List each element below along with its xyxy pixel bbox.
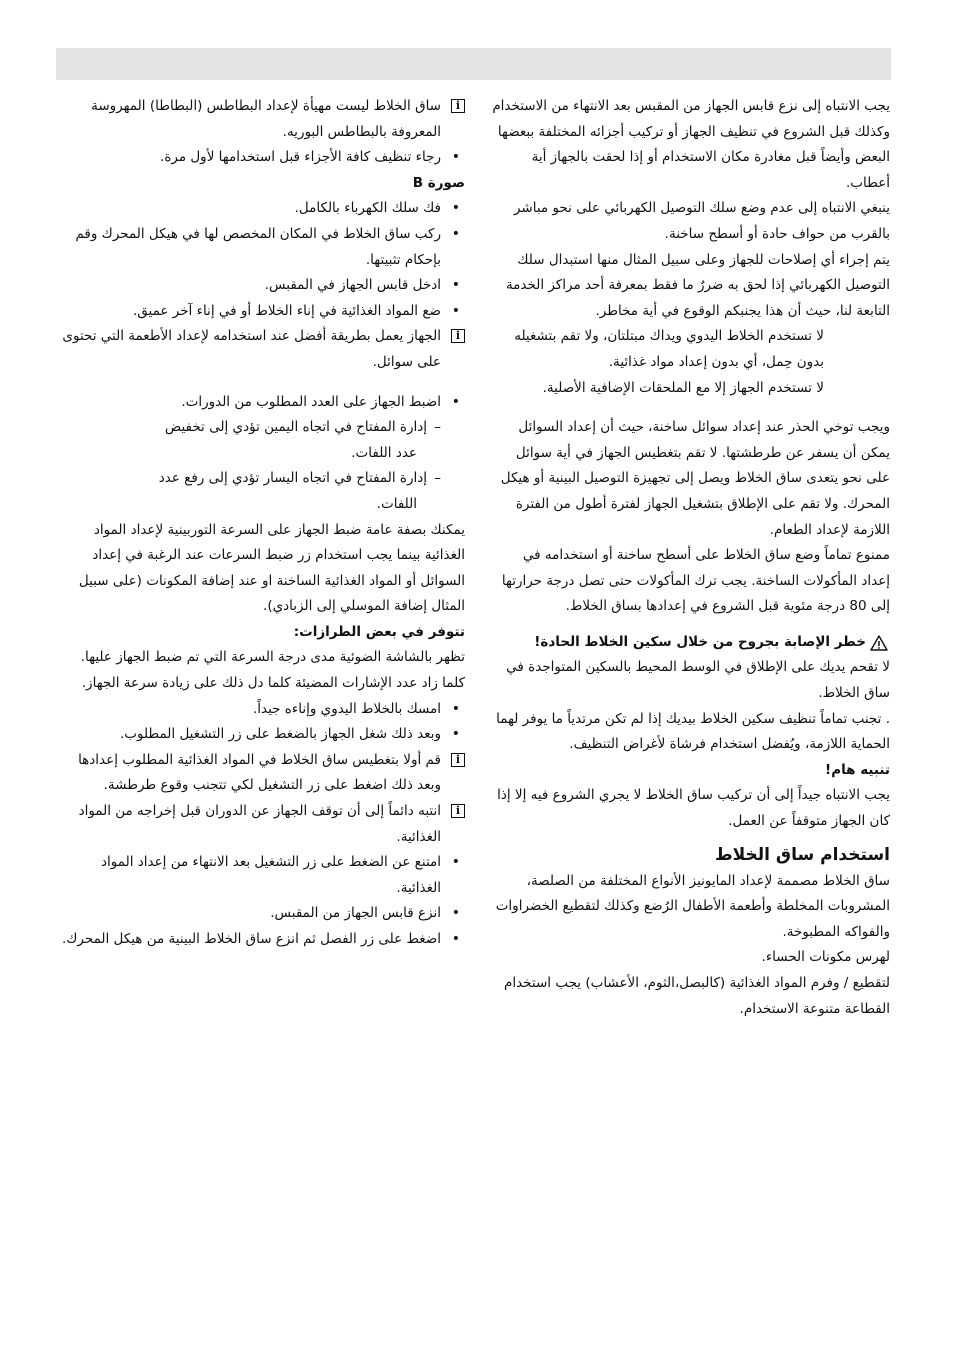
- warning-title-text: خطر الإصابة بجروح من خلال سكين الخلاط الحادة!: [534, 633, 866, 650]
- paragraph: يمكنك بصفة عامة ضبط الجهاز على السرعة التوربينية لإعداد المواد الغذائية بينما يجب استخدام زر ضبط السرعات عند الرغبة في إعداد السوائل أو المواد الغذائية الساخنة او عند إضافة المكونات (على سبيل المثال إضافة الموسلي إلى الزبادي).: [78, 521, 465, 615]
- figure-label: صورة B: [412, 174, 465, 191]
- note-text: انتبه دائماً إلى أن توقف الجهاز عن الدوران قبل إخراجه من المواد الغذائية.: [78, 803, 441, 845]
- info-icon: i: [451, 753, 465, 767]
- left-column: [60, 94, 465, 953]
- paragraph: لتقطيع / وفرم المواد الغذائية (كالبصل،الثوم، الأعشاب) يجب استخدام القطاعة متنوعة الاستخدام.: [503, 975, 890, 1017]
- info-icon: i: [451, 804, 465, 818]
- paragraph: ممنوع تماماً وضع ساق الخلاط على أسطح ساخنة أو استخدامه في إعداد المأكولات الساخنة. يجب ترك المأكولات حتى تصل درجة حرارتها إلى 80 درجة مئوية قبل الشروع في إعدادها بساق الخلاط.: [501, 547, 890, 615]
- info-note: [60, 324, 465, 375]
- dash-item: – إدارة المفتاح في اتجاه اليسار تؤدي إلى رفع عدد: [60, 466, 465, 492]
- header-bar: [56, 48, 891, 80]
- subheading: تتوفر في بعض الطرازات:: [293, 623, 465, 640]
- dash-item: – إدارة المفتاح في اتجاه اليمين تؤدي إلى تخفيض: [60, 415, 465, 441]
- paragraph: تظهر بالشاشة الضوئية مدى درجة السرعة التي تم ضبط الجهاز عليها. كلما زاد عدد الإشارات المضيئة كلما دل ذلك على زيادة سرعة الجهاز.: [80, 649, 465, 692]
- paragraph: ويجب توخي الحذر عند إعداد سوائل ساخنة، حيث أن إعداد السوائل يمكن أن يسفر عن طرطشتها. لا تقم بتغطيس الجهاز في أية سوائل على نحو يتعدى ساق الخلاط ويصل إلى تجهيزة التوصيل البينية أو هيكل المحرك. ولا تقم على الإطلاق بتشغيل الجهاز لفترة أطول من الفترة اللازمة لإعداد الطعام.: [500, 419, 890, 538]
- paragraph: يتم إجراء أي إصلاحات للجهاز وعلى سبيل المثال منها استبدال سلك التوصيل الكهربائي إذا لحق به ضررٌ ما فقط بمعرفة أحد مراكز الخدمة التابعة لنا، حيث أن هذا يجنبكم الوقوع في أية مخاطر.: [505, 251, 890, 319]
- paragraph: . تجنب تماماً تنظيف سكين الخلاط بيديك إذا لم تكن مرتدياً ما يوفر لهما الحماية اللازمة، ويُفضل استخدام فرشاة لأغراض التنظيف.: [496, 710, 890, 753]
- list-item: • ركب ساق الخلاط في المكان المخصص لها في هيكل المحرك وقم بإحكام تثبيتها.: [60, 222, 465, 273]
- info-note: [60, 799, 465, 850]
- paragraph: يجب الانتباه جيداً إلى أن تركيب ساق الخلاط لا يجري الشروع فيه إلا إذا كان الجهاز متوقفاً عن العمل.: [497, 787, 890, 830]
- paragraph: ينبغي الانتباه إلى عدم وضع سلك التوصيل الكهربائي على نحو مباشر بالقرب من حواف حادة أو أسطح ساخنة.: [513, 200, 890, 242]
- right-column: [492, 94, 890, 1022]
- list-item: • اضبط الجهاز على العدد المطلوب من الدورات.: [60, 390, 465, 416]
- paragraph: لا تقحم يديك على الإطلاق في الوسط المحيط بالسكين المتواجدة في ساق الخلاط.: [506, 659, 890, 702]
- note-text: الجهاز يعمل بطريقة أفضل عند استخدامه لإعداد الأطعمة التي تحتوى على سوائل.: [62, 328, 441, 370]
- dash-item-continuation: اللفات.: [376, 495, 417, 512]
- paragraph: يجب الانتباه إلى نزع قابس الجهاز من المقبس بعد الانتهاء من الاستخدام وكذلك قبل الشروع في تنظيف الجهاز أو تركيب أجزائه المختلفة ببعضها البعض وأيضاً قبل مغادرة مكان الاستخدام أو إذا لحقت بالجهاز أية أعطاب.: [492, 98, 890, 191]
- paragraph: لا تستخدم الجهاز إلا مع الملحقات الإضافية الأصلية.: [542, 379, 824, 396]
- paragraph: لا تستخدم الخلاط اليدوي ويداك مبتلتان، ولا تقم بتشغيله بدون حِمل، أي بدون إعداد مواد غذائية.: [514, 328, 824, 370]
- paragraph: ساق الخلاط مصممة لإعداد المايونيز الأنواع المختلفة من الصلصة، المشروبات المخلطة وأطعمة الأطفال الرُضع وكذلك لتقطيع الخضراوات والفواكه المطبوخة.: [495, 872, 890, 940]
- list-item: • ضع المواد الغذائية في إناء الخلاط أو في إناء آخر عميق.: [60, 299, 465, 325]
- note-text: ساق الخلاط ليست مهيأة لإعداد البطاطس (البطاطا) المهروسة المعروفة بالبطاطس البوريه.: [91, 98, 441, 140]
- dash-item-continuation: عدد اللفات.: [351, 444, 417, 461]
- info-icon: i: [451, 329, 465, 343]
- info-note: [60, 748, 465, 799]
- note-text: قم أولا بتغطيس ساق الخلاط في المواد الغذائية المطلوب إعدادها وبعد ذلك اضغط على زر التشغيل لكي تتجنب وقوع طرطشة.: [78, 751, 441, 794]
- list-item: • ادخل قابس الجهاز في المقبس.: [60, 273, 465, 299]
- list-item: • رجاء تنظيف كافة الأجزاء قبل استخدامها لأول مرة.: [60, 145, 465, 171]
- list-item: • اضغط على زر الفصل ثم انزع ساق الخلاط البينية من هيكل المحرك.: [60, 927, 465, 953]
- section-heading: استخدام ساق الخلاط: [714, 844, 890, 865]
- warning-title: [492, 630, 890, 656]
- list-item: • امتنع عن الضغط على زر التشغيل بعد الانتهاء من إعداد المواد الغذائية.: [60, 850, 465, 901]
- warning-triangle-icon: [870, 635, 888, 651]
- list-item: • فك سلك الكهرباء بالكامل.: [60, 196, 465, 222]
- list-item: • انزع قابس الجهاز من المقبس.: [60, 901, 465, 927]
- list-item: • امسك بالخلاط اليدوي وإناءه جيداً.: [60, 697, 465, 723]
- info-icon: i: [451, 99, 465, 113]
- paragraph: لهرس مكونات الحساء.: [761, 949, 890, 966]
- important-title: تنبيه هام!: [825, 761, 890, 778]
- info-note: [60, 94, 465, 145]
- list-item: • وبعد ذلك شغل الجهاز بالضغط على زر التشغيل المطلوب.: [60, 722, 465, 748]
